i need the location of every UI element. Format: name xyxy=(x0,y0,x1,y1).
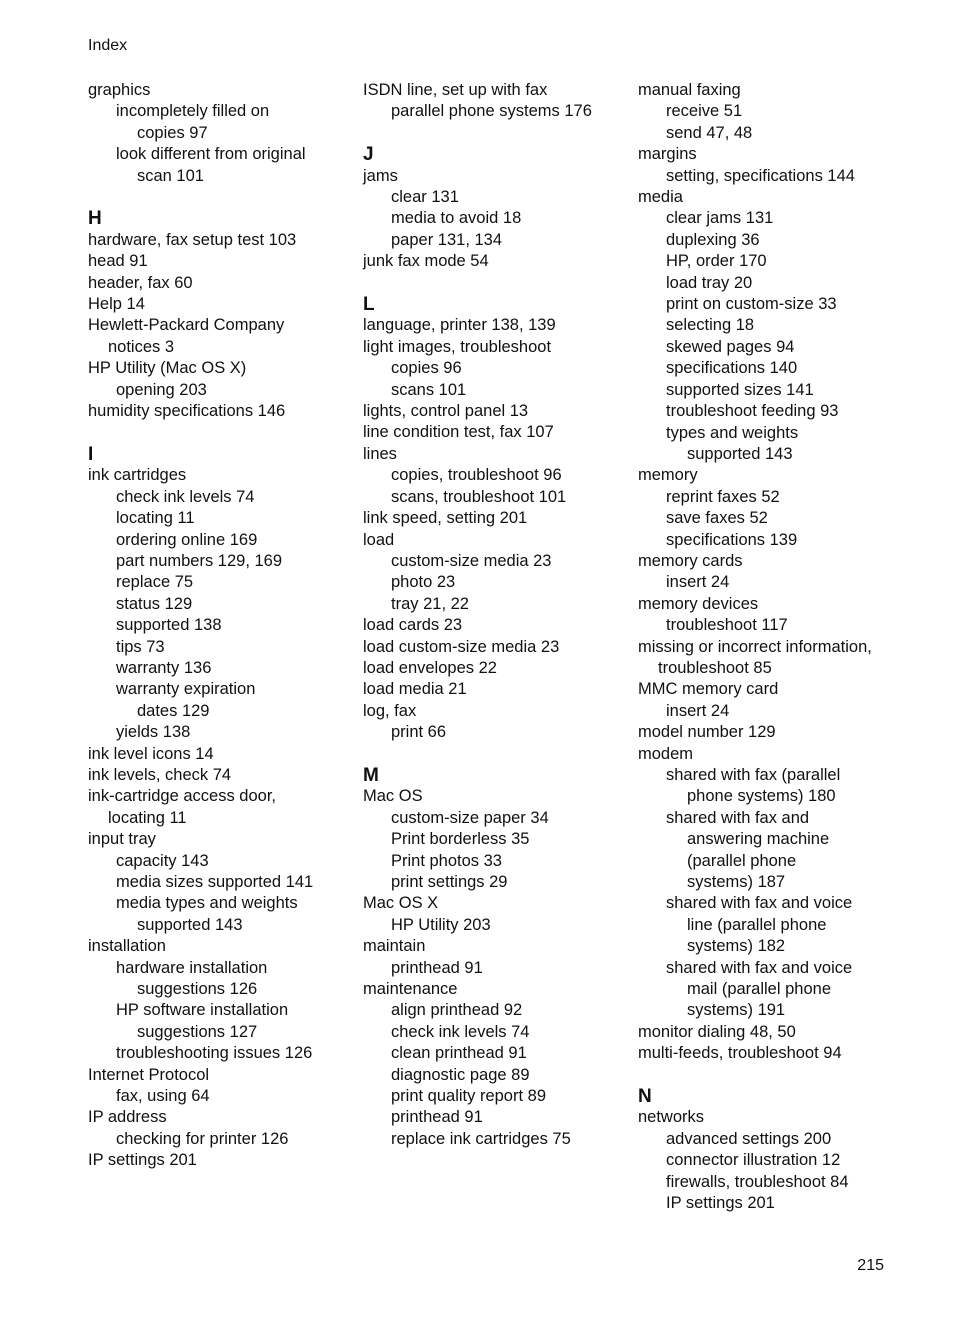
index-subentry: Print photos 33 xyxy=(391,851,502,870)
index-entry: ISDN line, set up with fax xyxy=(363,81,548,99)
index-subentry: copies, troubleshoot 96 xyxy=(391,466,562,485)
index-entry: Internet Protocol xyxy=(88,1065,210,1084)
index-subentry: HP Utility 203 xyxy=(391,915,491,934)
index-section-letter: M xyxy=(363,764,379,786)
index-subentry: save faxes 52 xyxy=(666,509,768,528)
index-subentry: scans 101 xyxy=(391,380,467,399)
index-entry: IP address xyxy=(88,1108,167,1127)
index-subentry: capacity 143 xyxy=(116,851,209,870)
index-subentry: ordering online 169 xyxy=(116,530,258,549)
index-subentry: warranty 136 xyxy=(116,658,212,677)
index-subentry: align printhead 92 xyxy=(391,1001,523,1020)
index-entry: Mac OS xyxy=(363,787,423,806)
index-entry: installation xyxy=(88,937,166,956)
index-entry: header, fax 60 xyxy=(88,273,193,292)
index-entry: Help 14 xyxy=(88,295,145,314)
index-subentry: clear 131 xyxy=(391,188,459,207)
index-column-3 xyxy=(638,80,908,1215)
index-subentry: supported 138 xyxy=(116,616,222,635)
index-subentry: scans, troubleshoot 101 xyxy=(391,487,567,506)
index-subentry: copies 97 xyxy=(137,123,208,142)
index-subentry: printhead 91 xyxy=(391,958,483,977)
index-subentry: IP settings 201 xyxy=(666,1194,775,1213)
index-subentry: skewed pages 94 xyxy=(666,337,795,356)
index-subentry: shared with fax and voice xyxy=(666,958,853,977)
index-entry: multi-feeds, troubleshoot 94 xyxy=(638,1044,842,1063)
index-section-letter: J xyxy=(363,144,374,166)
index-entry: ink cartridges xyxy=(88,466,187,485)
index-entry: graphics xyxy=(88,81,151,99)
index-subentry: clean printhead 91 xyxy=(391,1044,527,1063)
index-entry: load cards 23 xyxy=(363,616,463,635)
index-entry: IP settings 201 xyxy=(88,1151,197,1170)
index-subentry: checking for printer 126 xyxy=(116,1129,289,1148)
index-subentry: load tray 20 xyxy=(666,273,753,292)
index-section-letter: I xyxy=(88,443,94,465)
index-subentry: systems) 191 xyxy=(687,1001,786,1020)
index-entry: jams xyxy=(363,166,398,185)
index-subentry: duplexing 36 xyxy=(666,230,760,249)
index-section-letter: H xyxy=(88,208,102,230)
index-column-1 xyxy=(88,80,348,1172)
index-subentry: shared with fax and voice xyxy=(666,894,853,913)
index-subentry: suggestions 126 xyxy=(137,980,258,999)
index-entry: language, printer 138, 139 xyxy=(363,316,556,335)
index-subentry: HP software installation xyxy=(116,1001,289,1020)
index-subentry: media types and weights xyxy=(116,894,298,913)
index-section-letter: N xyxy=(638,1086,652,1108)
index-subentry: print settings 29 xyxy=(391,872,508,891)
index-subentry: locating 11 xyxy=(108,808,187,827)
index-entry: monitor dialing 48, 50 xyxy=(638,1022,796,1041)
index-entry: link speed, setting 201 xyxy=(363,509,528,528)
index-subentry: shared with fax and xyxy=(666,808,810,827)
index-entry: MMC memory card xyxy=(638,680,779,699)
index-subentry: HP, order 170 xyxy=(666,252,767,271)
index-subentry: troubleshooting issues 126 xyxy=(116,1044,313,1063)
index-entry: ink-cartridge access door, xyxy=(88,787,277,806)
index-section-letter: L xyxy=(363,294,375,316)
index-entry: manual faxing xyxy=(638,81,741,99)
index-subentry: answering machine xyxy=(687,830,830,849)
index-entry: junk fax mode 54 xyxy=(363,252,489,271)
index-entry: hardware, fax setup test 103 xyxy=(88,230,297,249)
index-entry: maintain xyxy=(363,937,426,956)
index-subentry: supported sizes 141 xyxy=(666,380,814,399)
index-subentry: replace 75 xyxy=(116,573,194,592)
index-subentry: diagnostic page 89 xyxy=(391,1065,530,1084)
index-entry: HP Utility (Mac OS X) xyxy=(88,359,247,378)
index-subentry: media sizes supported 141 xyxy=(116,873,314,891)
index-subentry: supported 143 xyxy=(687,444,793,463)
index-subentry: connector illustration 12 xyxy=(666,1151,841,1170)
index-subentry: systems) 182 xyxy=(687,937,786,956)
index-subentry: specifications 140 xyxy=(666,359,798,378)
index-subentry: troubleshoot 117 xyxy=(666,616,788,635)
index-subentry: systems) 187 xyxy=(687,873,786,892)
index-entry: memory xyxy=(638,466,698,485)
index-subentry: insert 24 xyxy=(666,573,730,592)
index-subentry: Print borderless 35 xyxy=(391,830,530,849)
index-subentry: notices 3 xyxy=(108,337,175,356)
index-subentry: print quality report 89 xyxy=(391,1087,547,1106)
index-entry: head 91 xyxy=(88,252,148,271)
index-entry: networks xyxy=(638,1108,705,1127)
index-subentry: line (parallel phone xyxy=(687,915,827,934)
index-subentry: warranty expiration xyxy=(116,680,256,699)
index-subentry: custom-size paper 34 xyxy=(391,808,549,827)
index-subentry: part numbers 129, 169 xyxy=(116,551,283,570)
index-entry: ink level icons 14 xyxy=(88,744,214,763)
index-subentry: troubleshoot 85 xyxy=(658,658,772,677)
index-entry: load envelopes 22 xyxy=(363,658,497,677)
index-entry: media xyxy=(638,188,683,207)
index-subentry: print 66 xyxy=(391,723,447,742)
index-subentry: check ink levels 74 xyxy=(116,487,255,506)
index-subentry: specifications 139 xyxy=(666,530,798,549)
index-entry: load media 21 xyxy=(363,680,467,699)
index-subentry: print on custom-size 33 xyxy=(666,295,837,314)
index-subentry: shared with fax (parallel xyxy=(666,766,841,784)
index-subentry: scan 101 xyxy=(137,166,204,185)
index-subentry: fax, using 64 xyxy=(116,1087,210,1106)
page-number: 215 xyxy=(857,1257,884,1274)
index-subentry: custom-size media 23 xyxy=(391,551,552,570)
index-subentry: phone systems) 180 xyxy=(687,787,836,806)
index-subentry: copies 96 xyxy=(391,359,462,378)
index-entry: maintenance xyxy=(363,980,458,999)
index-subentry: incompletely filled on xyxy=(116,102,270,121)
index-entry: missing or incorrect information, xyxy=(638,637,872,656)
index-entry: input tray xyxy=(88,830,156,849)
index-entry: modem xyxy=(638,744,694,763)
index-entry: lines xyxy=(363,444,397,463)
index-subentry: paper 131, 134 xyxy=(391,230,503,249)
index-entry: ink levels, check 74 xyxy=(88,765,232,784)
index-subentry: yields 138 xyxy=(116,723,191,742)
index-subentry: troubleshoot feeding 93 xyxy=(666,402,839,421)
index-subentry: clear jams 131 xyxy=(666,209,774,228)
index-entry: light images, troubleshoot xyxy=(363,337,552,356)
index-entry: load custom-size media 23 xyxy=(363,637,560,656)
index-entry: Hewlett-Packard Company xyxy=(88,316,285,335)
index-subentry: parallel phone systems 176 xyxy=(391,102,592,121)
index-subentry: tips 73 xyxy=(116,637,165,656)
index-subentry: mail (parallel phone xyxy=(687,980,831,999)
index-subentry: insert 24 xyxy=(666,701,730,720)
index-entry: log, fax xyxy=(363,701,417,720)
index-subentry: printhead 91 xyxy=(391,1108,483,1127)
index-subentry: reprint faxes 52 xyxy=(666,487,780,506)
index-subentry: receive 51 xyxy=(666,102,743,121)
index-subentry: suggestions 127 xyxy=(137,1022,258,1041)
index-subentry: photo 23 xyxy=(391,573,456,592)
index-subentry: tray 21, 22 xyxy=(391,594,469,613)
index-entry: memory devices xyxy=(638,594,759,613)
index-subentry: locating 11 xyxy=(116,509,195,528)
index-subentry: look different from original xyxy=(116,145,306,164)
running-header: Index xyxy=(88,37,128,54)
index-subentry: media to avoid 18 xyxy=(391,209,522,228)
index-entry: model number 129 xyxy=(638,723,776,742)
index-subentry: opening 203 xyxy=(116,380,207,399)
index-entry: margins xyxy=(638,145,697,164)
index-subentry: selecting 18 xyxy=(666,316,755,335)
index-subentry: firewalls, troubleshoot 84 xyxy=(666,1172,849,1191)
index-entry: Mac OS X xyxy=(363,894,439,913)
index-entry: line condition test, fax 107 xyxy=(363,423,554,442)
index-subentry: (parallel phone xyxy=(687,851,797,870)
index-subentry: status 129 xyxy=(116,594,193,613)
index-subentry: replace ink cartridges 75 xyxy=(391,1129,571,1148)
index-entry: memory cards xyxy=(638,551,743,570)
index-subentry: check ink levels 74 xyxy=(391,1022,530,1041)
index-subentry: types and weights xyxy=(666,423,799,442)
index-subentry: hardware installation xyxy=(116,958,268,977)
index-subentry: dates 129 xyxy=(137,701,210,720)
index-subentry: setting, specifications 144 xyxy=(666,166,855,185)
index-subentry: advanced settings 200 xyxy=(666,1129,832,1148)
index-entry: lights, control panel 13 xyxy=(363,402,529,421)
index-entry: humidity specifications 146 xyxy=(88,402,286,421)
index-entry: load xyxy=(363,530,395,549)
index-column-2 xyxy=(363,80,623,1150)
index-subentry: send 47, 48 xyxy=(666,123,753,142)
index-subentry: supported 143 xyxy=(137,915,243,934)
